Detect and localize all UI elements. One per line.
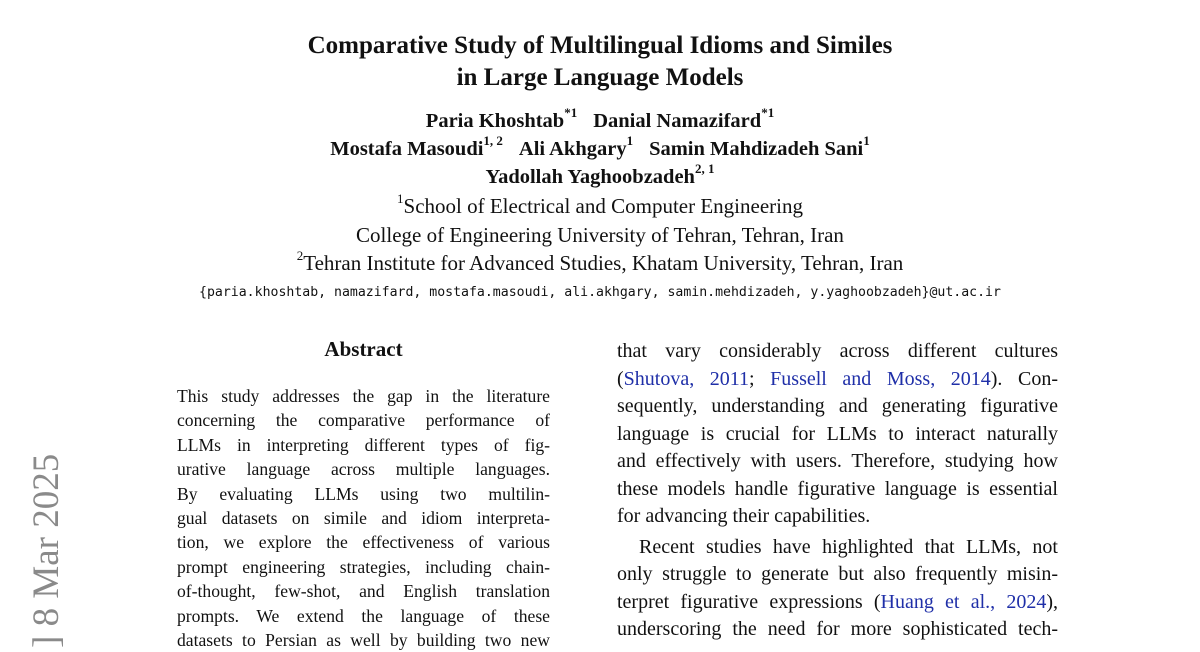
abstract-line: This study addresses the gap in the literature <box>177 386 550 406</box>
text-fragment: terpret figurative expressions ( <box>617 590 881 613</box>
body-line <box>617 366 1058 394</box>
affiliation-text: School of Electrical and Computer Engineering <box>403 194 803 218</box>
body-line <box>617 589 1058 617</box>
body-line: and effectively with users. Therefore, studying how <box>617 450 1058 472</box>
author-affil-marker: 2, 1 <box>694 161 715 177</box>
body-line: language is crucial for LLMs to interact naturally <box>617 422 1058 445</box>
title-line-2: in Large Language Models <box>456 64 744 91</box>
body-line: underscoring the need for more sophisticated tech- <box>617 618 1058 640</box>
affiliations <box>0 192 1200 278</box>
abstract-line: By evaluating LLMs using two multilin- <box>177 483 550 504</box>
abstract-line: prompt engineering strategies, including chain- <box>177 556 550 577</box>
author-affil-marker: 1 <box>863 133 870 149</box>
abstract-line: prompts. We extend the language of these <box>177 605 550 626</box>
abstract-body <box>177 384 550 652</box>
author-name: Mostafa Masoudi <box>330 138 484 160</box>
author-row-2 <box>0 135 1200 163</box>
affiliation-1 <box>0 192 1200 221</box>
abstract-line: urative language across multiple languages. <box>177 459 550 480</box>
author-name: Yadollah Yaghoobzadeh <box>485 166 695 188</box>
abstract-line: LLMs in interpreting different types of fig- <box>177 434 550 455</box>
author-affil-marker: 1 <box>626 133 634 149</box>
author-row-3 <box>0 163 1200 191</box>
author-name: Paria Khoshtab <box>425 110 565 132</box>
author-affil-marker: *1 <box>761 105 775 121</box>
body-line: for advancing their capabilities. <box>617 505 871 527</box>
text-fragment: ; <box>749 367 771 390</box>
abstract-line: of-thought, few-shot, and English translation <box>177 581 550 602</box>
affil-marker: 1 <box>397 191 404 206</box>
author-row-1 <box>0 107 1200 135</box>
text-fragment: ). Con- <box>990 367 1058 390</box>
arxiv-stamp-text: ] 8 Mar 2025 <box>26 453 67 648</box>
body-line: Recent studies have highlighted that LLMs, not <box>639 535 1058 558</box>
affiliation-1b: College of Engineering University of Tehran, Tehran, Iran <box>356 222 844 247</box>
abstract-heading: Abstract <box>324 337 403 361</box>
citation-link-huang[interactable]: Huang et al., 2024 <box>880 590 1047 613</box>
author-emails: {paria.khoshtab, namazifard, mostafa.masoudi, ali.akhgary, samin.mehdizadeh, y.yaghoobzadeh}@ut.ac.ir <box>199 285 1001 300</box>
body-text-right-column <box>617 338 1058 644</box>
author-name: Ali Akhgary <box>518 138 627 160</box>
abstract-line: tion, we explore the effectiveness of various <box>177 532 550 553</box>
text-fragment: ), <box>1046 590 1058 613</box>
paper-title <box>0 30 1200 94</box>
abstract-line: concerning the comparative performance of <box>177 410 550 431</box>
arxiv-stamp <box>10 415 82 648</box>
title-line-1: Comparative Study of Multilingual Idioms and Similes <box>307 32 893 59</box>
citation-link-shutova[interactable]: Shutova, 2011 <box>623 367 750 390</box>
abstract-line: gual datasets on simile and idiom interpreta- <box>177 508 550 529</box>
author-affil-marker: *1 <box>564 105 578 121</box>
body-line: that vary considerably across different cultures <box>617 340 1058 362</box>
body-line: only struggle to generate but also frequently misin- <box>617 563 1058 585</box>
paragraph-2 <box>617 534 1058 644</box>
author-name: Danial Namazifard <box>593 110 762 132</box>
citation-link-fussell-moss[interactable]: Fussell and Moss, 2014 <box>770 367 991 390</box>
body-line: sequently, understanding and generating figurative <box>617 395 1058 417</box>
affil-marker: 2 <box>296 248 304 263</box>
author-affil-marker: 1, 2 <box>483 133 503 149</box>
author-list <box>0 107 1200 191</box>
text-fragment: ( <box>617 367 624 390</box>
body-line: these models handle figurative language is essential <box>617 477 1058 500</box>
affiliation-2 <box>0 249 1200 278</box>
affiliation-text: Tehran Institute for Advanced Studies, Khatam University, Tehran, Iran <box>303 251 904 275</box>
author-name: Samin Mahdizadeh Sani <box>649 138 864 160</box>
abstract-line: datasets to Persian as well by building two new <box>177 630 550 651</box>
